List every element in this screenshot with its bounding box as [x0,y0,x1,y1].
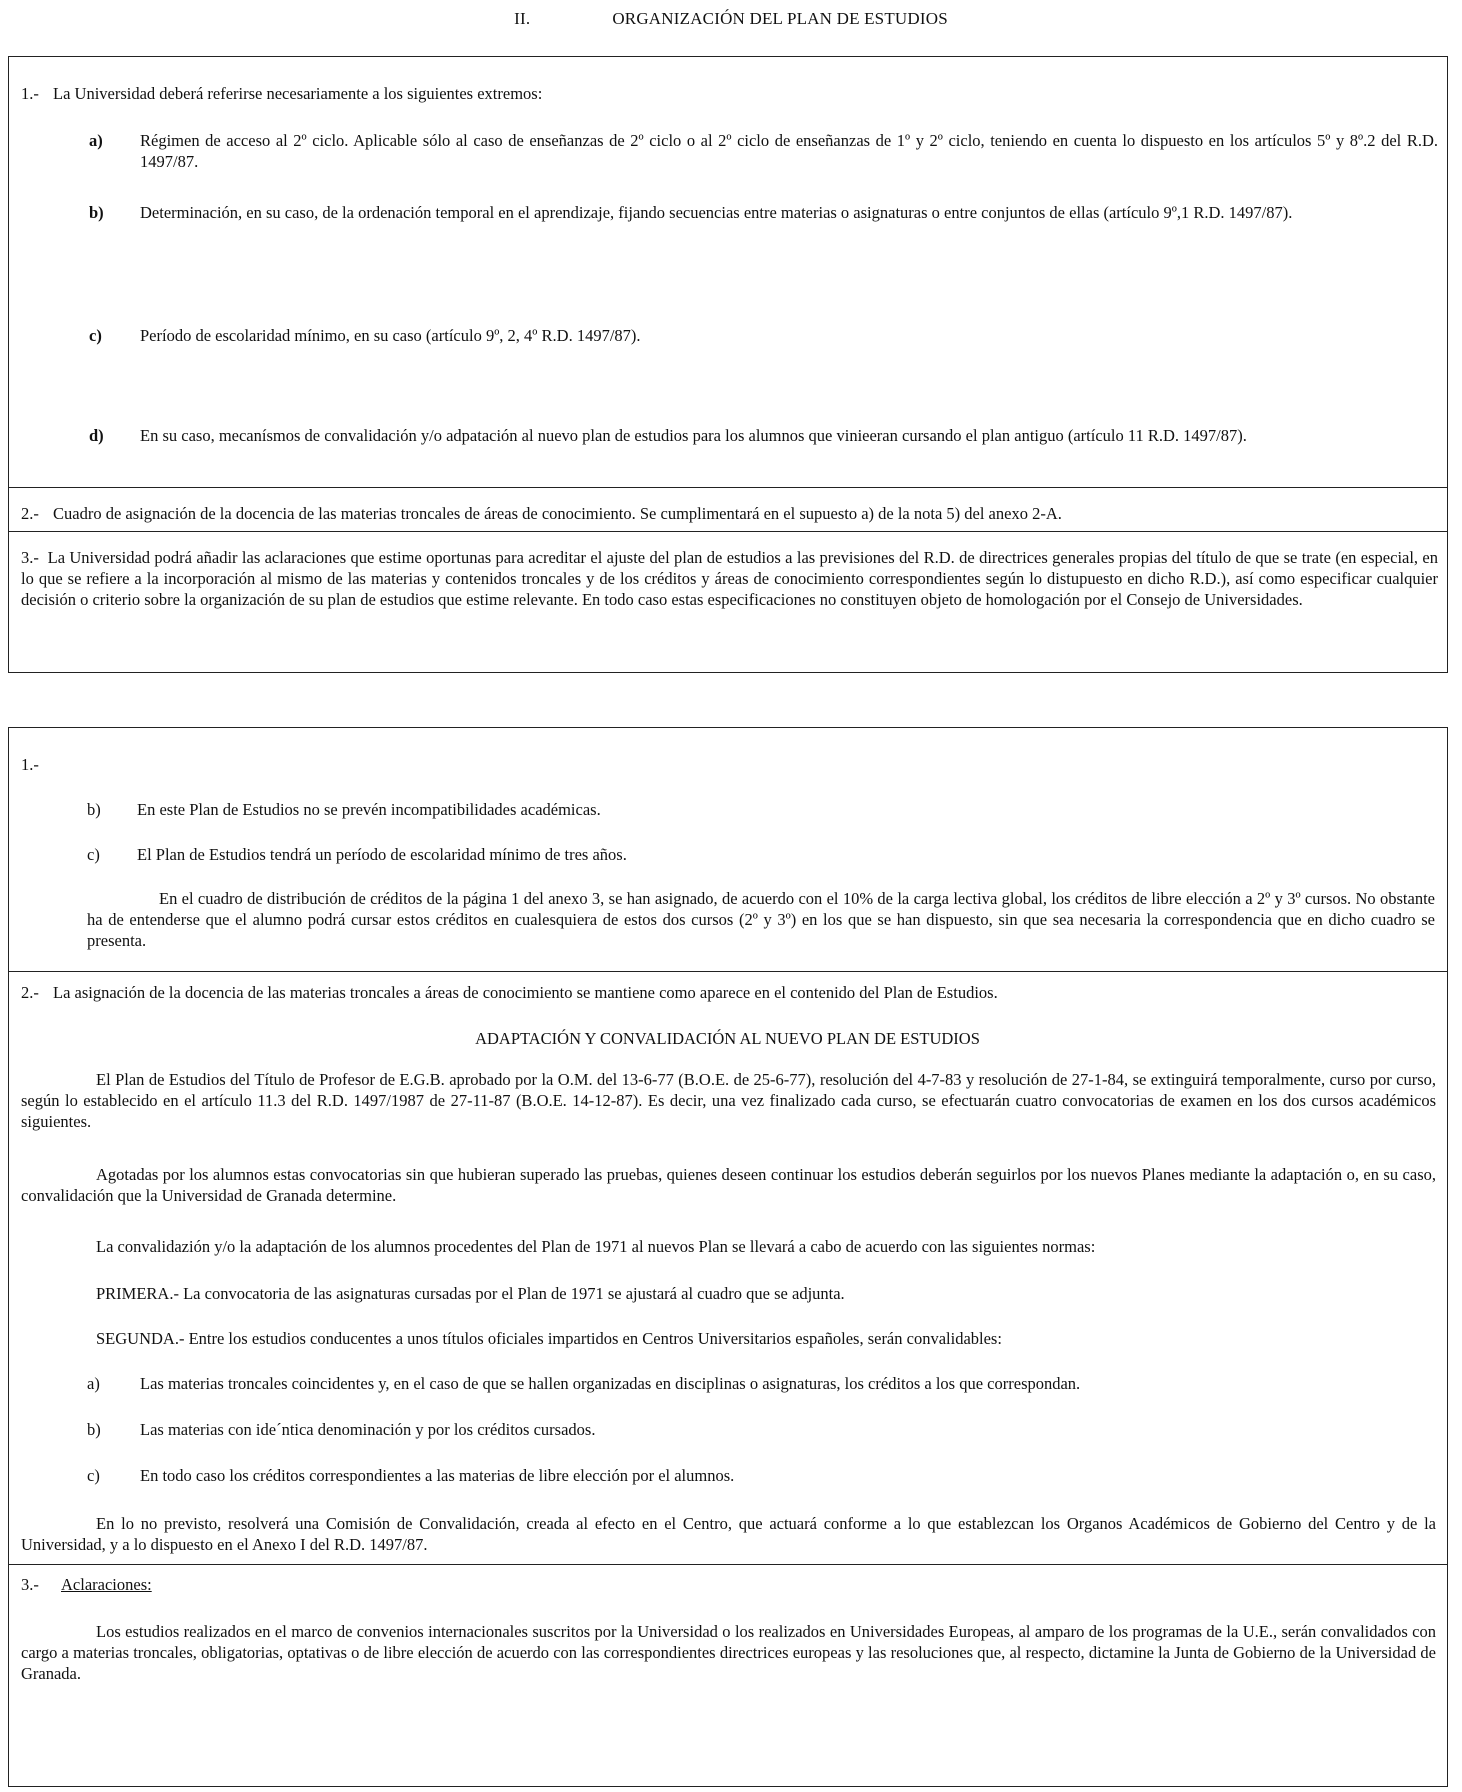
item-b-text: Determinación, en su caso, de la ordenación temporal en el aprendizaje, fijando secuencias entre materias o asignaturas o entre conjuntos de ellas (artículo 9º,1 R.D. 1497/87). [140,203,1293,222]
section-heading: ADAPTACIÓN Y CONVALIDACIÓN AL NUEVO PLAN DE ESTUDIOS [475,1029,980,1048]
item-3-label: 3.- [21,548,39,567]
instructions-box [8,56,1448,673]
resp-2-text: La asignación de la docencia de las materias troncales a áreas de conocimiento se mantiene como aparece en el contenido del Plan de Estudios. [53,983,998,1002]
item-3-body: La Universidad podrá añadir las aclaraciones que estime oportunas para acreditar el ajuste del plan de estudios a las previsiones del R.D. de directrices generales propias del título de que se trate (en especial, en lo que se refiere a la incorporación al mismo de las materias y contenidos troncales y de los créditos y áreas de conocimiento correspondientes según lo distupuesto en dicho R.D.), así como especificar cualquier decisión o criterio sobre la organización de su plan de estudios que estime relevante. En todo caso estas especificaciones no constituyen objeto de homologación por el Consejo de Universidades. [21,548,1438,609]
item-a-label: a) [89,131,103,150]
resp-c-text: El Plan de Estudios tendrá un período de escolaridad mínimo de tres años. [137,845,627,864]
paragraph-comision: En lo no previsto, resolverá una Comisión de Convalidación, creada al efecto en el Centro, que actuará conforme a lo que establezcan los Organos Académicos de Gobierno del Centro y de la Universidad, y a lo dispuesto en el Anexo I del R.D. 1497/87. [21,1514,1436,1554]
item-2-text: Cuadro de asignación de la docencia de las materias troncales de áreas de conocimiento. Se cumplimentará en el supuesto a) de la nota 5) del anexo 2-A. [53,504,1062,523]
item-1-text: La Universidad deberá referirse necesariamente a los siguientes extremos: [53,84,543,103]
rule-a-text: Las materias troncales coincidentes y, en el caso de que se hallen organizadas en disciplinas o asignaturas, los créditos a los que correspondan. [140,1374,1081,1393]
resp-c-note: En el cuadro de distribución de créditos de la página 1 del anexo 3, se han asignado, de acuerdo con el 10% de la carga lectiva global, los créditos de libre elección a 2º y 3º cursos. No obstante ha de entenderse que el alumno podrá cursar estos créditos en cualesquiera de estos dos cursos (2º y 3º) en los que se han dispuesto, sin que sea necesaria la correspondencia que en dicho cuadro se presenta. [87,889,1435,950]
resp-3-label: 3.- [21,1575,39,1594]
item-2-label: 2.- [21,504,39,523]
item-c-label: c) [89,326,102,345]
paragraph-agotadas: Agotadas por los alumnos estas convocatorias sin que hubieran superado las pruebas, quienes deseen continuar los estudios deberán seguirlos por los nuevos Planes mediante la adaptación o, en su caso, convalidación que la Universidad de Granada determine. [21,1165,1436,1205]
divider [9,1564,1447,1565]
item-1-label: 1.- [21,84,39,103]
response-box [8,727,1448,1787]
paragraph-convenios: Los estudios realizados en el marco de convenios internacionales suscritos por la Universidad o los realizados en Universidades Europeas, al amparo de los programas de la U.E., serán convalidados con cargo a materias troncales, obligatorias, optativas o de libre elección de acuerdo con las correspondientes directrices europeas y las resoluciones que, al respecto, dictamine la Junta de Gobierno de la Universidad de Granada. [21,1622,1436,1683]
resp-b-label: b) [87,800,101,819]
page-title [0,8,1462,29]
rule-c-label: c) [87,1466,100,1485]
divider [9,531,1447,532]
rule-b-label: b) [87,1420,101,1439]
item-d-text: En su caso, mecanísmos de convalidación y/o adpatación al nuevo plan de estudios para los alumnos que vinieeran cursando el plan antiguo (artículo 11 R.D. 1497/87). [140,426,1247,445]
resp-b-text: En este Plan de Estudios no se prevén incompatibilidades académicas. [137,800,601,819]
item-b-label: b) [89,203,104,222]
item-d-label: d) [89,426,104,445]
item-c-text: Período de escolaridad mínimo, en su caso (artículo 9º, 2, 4º R.D. 1497/87). [140,326,641,345]
rule-b-text: Las materias con ide´ntica denominación y por los créditos cursados. [140,1420,596,1439]
resp-2-label: 2.- [21,983,39,1002]
rule-primera: PRIMERA.- La convocatoria de las asignaturas cursadas por el Plan de 1971 se ajustará al cuadro que se adjunta. [96,1284,845,1303]
item-3-text [21,547,1438,610]
item-a-text: Régimen de acceso al 2º ciclo. Aplicable sólo al caso de enseñanzas de 2º ciclo o al 2º ciclo de enseñanzas de 1º y 2º ciclo, teniendo en cuenta lo dispuesto en los artículos 5º y 8º.2 del R.D. 1497/87. [140,131,1438,171]
rule-segunda: SEGUNDA.- Entre los estudios conducentes a unos títulos oficiales impartidos en Centros Universitarios españoles, serán convalidables: [96,1329,1002,1348]
rule-c-text: En todo caso los créditos correspondientes a las materias de libre elección por el alumnos. [140,1466,735,1485]
section-title: ORGANIZACIÓN DEL PLAN DE ESTUDIOS [612,9,948,28]
paragraph-extinction: El Plan de Estudios del Título de Profesor de E.G.B. aprobado por la O.M. del 13-6-77 (B.O.E. de 25-6-77), resolución del 4-7-83 y resolución de 27-1-84, se extinguirá temporalmente, curso por curso, según lo establecido en el artículo 11.3 del R.D. 1497/1987 de 27-11-87 (B.O.E. 14-12-87). Es decir, una vez finalizado cada curso, se efectuarán cuatro convocatorias de examen en los dos cursos académicos siguientes. [21,1070,1436,1131]
rule-a-label: a) [87,1374,100,1393]
aclaraciones-heading: Aclaraciones: [61,1575,152,1594]
divider [9,971,1447,972]
resp-c-label: c) [87,845,100,864]
section-number: II. [514,9,531,28]
divider [9,487,1447,488]
paragraph-normas: La convalidazión y/o la adaptación de los alumnos procedentes del Plan de 1971 al nuevos Plan se llevará a cabo de acuerdo con las siguientes normas: [96,1237,1096,1256]
resp-1-label: 1.- [21,755,39,774]
